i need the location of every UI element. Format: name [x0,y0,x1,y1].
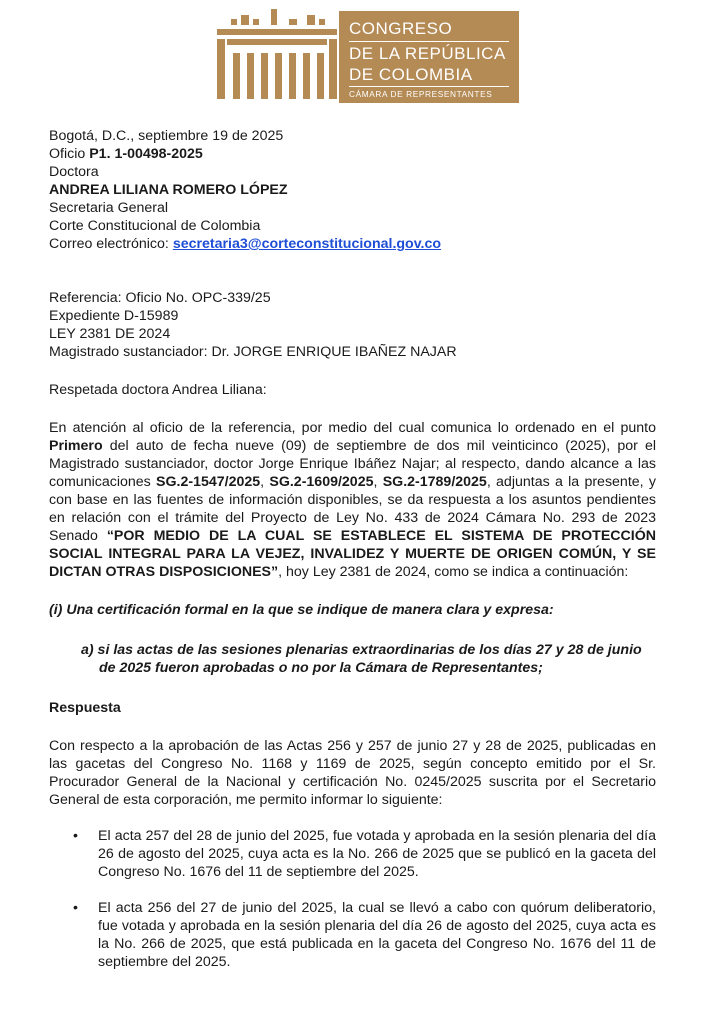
section-i-heading: (i) Una certificación formal en la que se indique de manera clara y expresa: [49,602,554,618]
oficio-number: P1. 1-00498-2025 [89,146,203,162]
intro-text: , [373,474,383,490]
letterhead-line-2: DE LA REPÚBLICA [349,44,506,63]
intro-paragraph [49,419,656,581]
letterhead-logo [197,5,519,105]
intro-bold-primero: Primero [49,438,103,454]
intro-bold-law-title: “POR MEDIO DE LA CUAL SE ESTABLECE EL SISTEMA DE PROTECCIÓN SOCIAL INTEGRAL PARA LA VEJEZ, INVALIDEZ Y MUERTE DE ORIGEN COMÚN, Y SE DICTAN OTRAS DISPOSICIONES” [49,528,656,580]
intro-bold-sg1: SG.2-1547/2025 [156,474,261,490]
email-label: Correo electrónico: [49,236,173,252]
bullet-icon: • [73,900,78,916]
letter-body [49,127,656,989]
place-date: Bogotá, D.C., septiembre 19 de 2025 [49,128,284,144]
letterhead-line-1: CONGRESO [349,19,453,38]
salutation: Respetada doctora Andrea Liliana: [49,382,267,398]
magistrado-line: Magistrado sustanciador: Dr. JORGE ENRIQUE IBAÑEZ NAJAR [49,344,457,360]
intro-text: , [260,474,270,490]
expediente-line: Expediente D-15989 [49,308,179,324]
letterhead-title-box [339,11,519,103]
intro-text: En atención al oficio de la referencia, por medio del cual comunica lo ordenado en el punto [49,420,656,436]
intro-bold-sg2: SG.2-1609/2025 [269,474,374,490]
addressee-position: Secretaria General [49,200,169,216]
capitol-building-icon [197,5,337,105]
intro-text: del auto de fecha nueve (09) de septiembre de dos mil veinticinco (2025), por el Magistrado sustanciador, doctor Jorge Enrique Ibáñez Najar; al respecto, dando alcance a las comunicaciones [49,438,656,490]
addressee-title: Doctora [49,164,99,180]
intro-bold-sg3: SG.2-1789/2025 [382,474,487,490]
item-a: a) si las actas de las sesiones plenarias extraordinarias de los días 27 y 28 de junio de 2025 fueron aprobadas o no por la Cámara de Representantes; [81,642,642,676]
letterhead-divider [349,41,509,42]
oficio-label: Oficio [49,146,90,162]
list-item [49,827,656,881]
reference-line: Referencia: Oficio No. OPC-339/25 [49,290,271,306]
letterhead-line-3: DE COLOMBIA [349,65,473,84]
bullet-icon: • [73,828,78,844]
addressee-name: ANDREA LILIANA ROMERO LÓPEZ [49,182,288,198]
intro-text: , adjuntas a la presente, y con base en las fuentes de información disponibles, se da respuesta a los asuntos pendientes en relación con el trámite del Proyecto de Ley No. 433 de 2024 Cámara No. 293 de 2023 Senado [49,474,656,544]
respuesta-paragraph: Con respecto a la aprobación de las Actas 256 y 257 de junio 27 y 28 de 2025, publicadas en las gacetas del Congreso No. 1168 y 1169 de 2025, según concepto emitido por el Sr. Procurador General de la Nacional y certificación No. 0245/2025 suscrita por el Secretario General de esta corporación, me permito informar lo siguiente: [49,738,656,808]
letterhead-divider [349,86,509,87]
oficio-line [49,145,656,163]
bullet-text: El acta 256 del 27 de junio del 2025, la cual se llevó a cabo con quórum deliberatorio, fue votada y aprobada en la sesión plenaria del día 26 de agosto del 2025, cuya acta es la No. 266 de 2025, que está publicada en la gaceta del Congreso No. 1676 del 11 de septiembre del 2025. [98,900,656,970]
list-item [49,899,656,971]
letterhead-subtitle: CÁMARA DE REPRESENTANTES [349,89,493,99]
bullet-text: El acta 257 del 28 de junio del 2025, fue votada y aprobada en la sesión plenaria del día 26 de agosto del 2025, cuya acta es la No. 266 de 2025 que se publicó en la gaceta del Congreso No. 1676 del 11 de septiembre del 2025. [98,828,656,880]
respuesta-heading: Respuesta [49,700,121,716]
email-link[interactable]: secretaria3@corteconstitucional.gov.co [172,236,442,252]
intro-text: , hoy Ley 2381 de 2024, como se indica a continuación: [278,564,629,580]
response-bullet-list [49,827,656,971]
ley-line: LEY 2381 DE 2024 [49,326,171,342]
addressee-institution: Corte Constitucional de Colombia [49,218,261,234]
email-line [49,235,656,253]
